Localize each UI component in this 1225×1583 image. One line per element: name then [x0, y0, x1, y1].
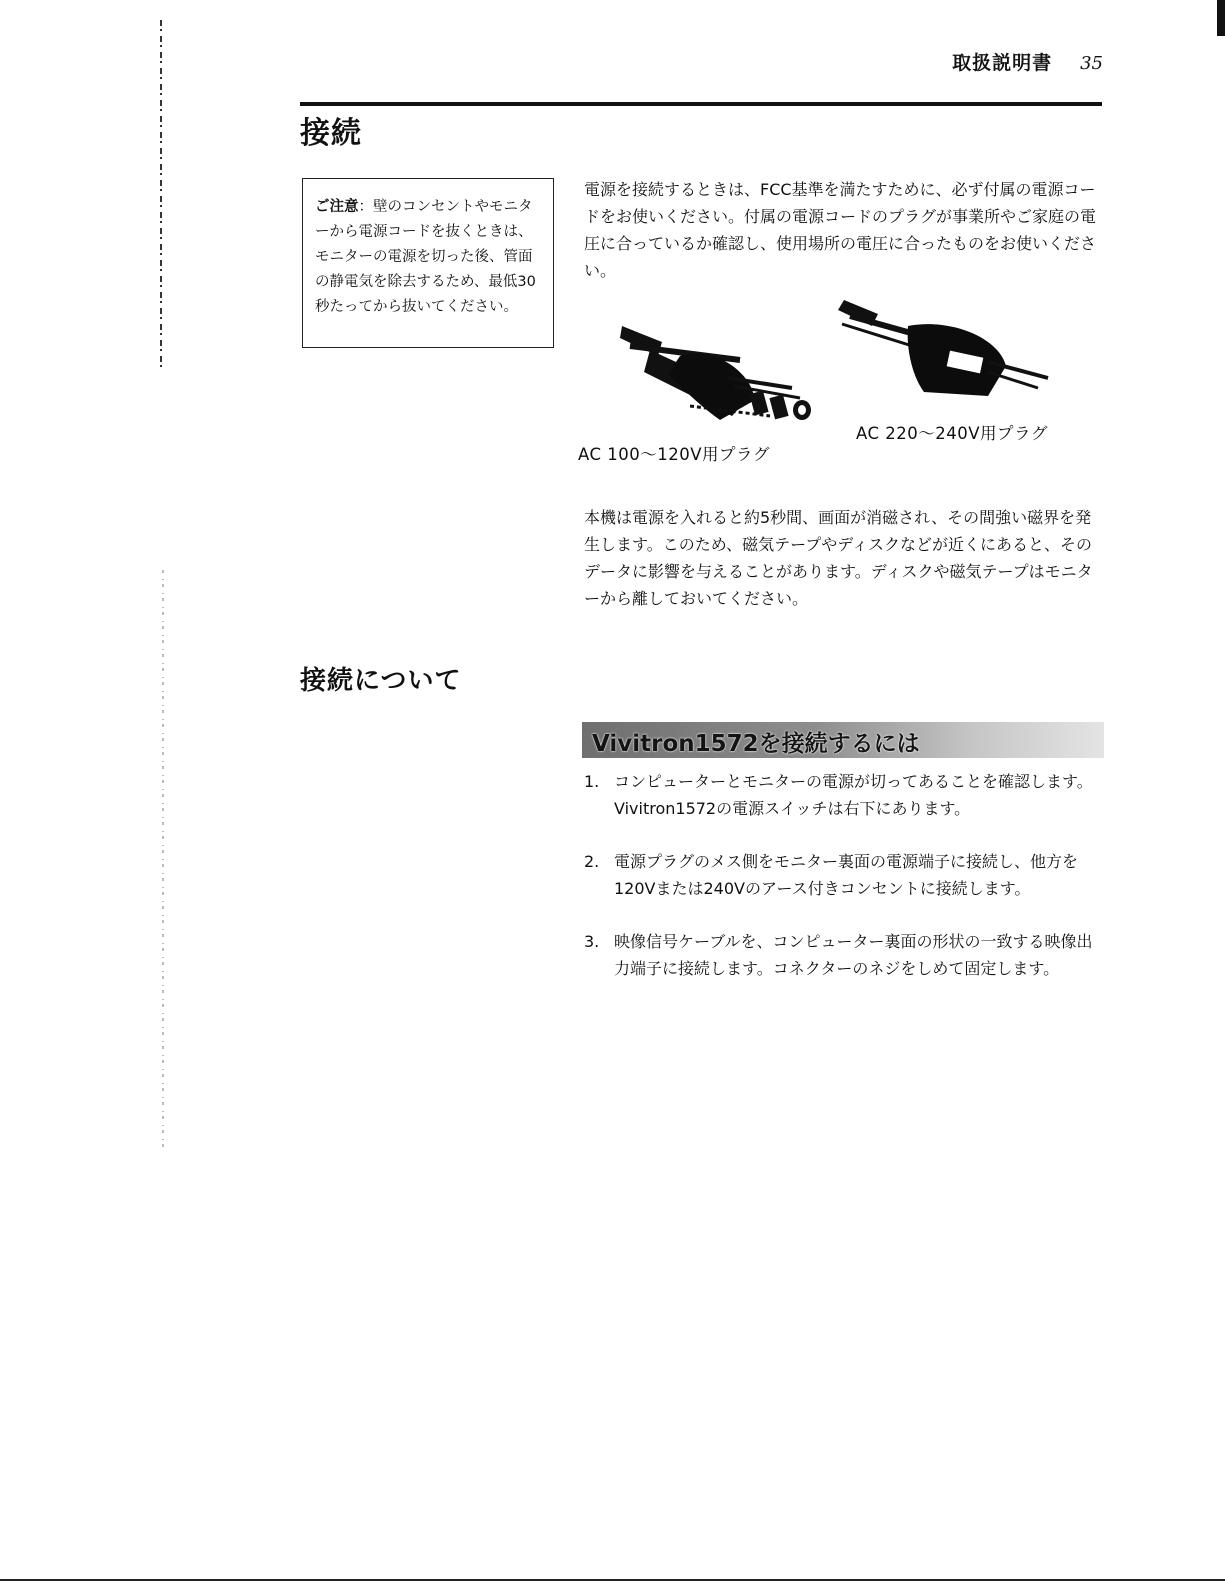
section-rule	[300, 102, 1102, 106]
ac-220-240v-plug-illustration	[838, 296, 1053, 406]
step-number: 1.	[584, 772, 600, 791]
caution-note	[302, 178, 554, 348]
right-plug-caption: AC 220〜240V用プラグ	[856, 424, 1049, 443]
caution-label: ご注意	[315, 199, 359, 215]
step-text: 映像信号ケーブルを、コンピューター裏面の形状の一致する映像出力端子に接続します。コネクターのネジをしめて固定します。	[614, 932, 1093, 978]
section-title: 接続	[300, 116, 362, 151]
manual-title: 取扱説明書	[952, 52, 1053, 74]
step-item	[584, 928, 1104, 982]
connect-banner	[582, 722, 1104, 758]
left-plug-caption: AC 100〜120V用プラグ	[578, 445, 771, 464]
power-cord-paragraph: 電源を接続するときは、FCC基準を満たすために、必ず付属の電源コードをお使いください。付属の電源コードのプラグが事業所やご家庭の電圧に合っているか確認し、使用場所の電圧に合ったものをお使いください。	[584, 180, 1097, 280]
connection-subsection-title: 接続について	[300, 666, 462, 696]
scan-edge-artifact	[160, 10, 166, 1160]
step-number: 3.	[584, 932, 600, 951]
step-item	[584, 848, 1104, 902]
caution-text: ：壁のコンセントやモニターから電源コードを抜くときは、モニターの電源を切った後、管面の静電気を除去するため、最低30秒たってから抜いてください。	[315, 199, 536, 315]
connection-steps	[584, 768, 1104, 1008]
degauss-paragraph: 本機は電源を入れると約5秒間、画面が消磁され、その間強い磁界を発生します。このため、磁気テープやディスクなどが近くにあると、そのデータに影響を与えることがあります。ディスクや磁気テープはモニターから離しておいてください。	[584, 508, 1093, 608]
connect-banner-title: Vivitron1572を接続するには	[592, 731, 920, 757]
step-text: コンピューターとモニターの電源が切ってあることを確認します。Vivitron1572の電源スイッチは右下にあります。	[614, 772, 1093, 818]
scan-corner-mark	[1217, 0, 1225, 36]
step-number: 2.	[584, 852, 600, 871]
step-text: 電源プラグのメス側をモニター裏面の電源端子に接続し、他方を120Vまたは240Vのアース付きコンセントに接続します。	[614, 852, 1079, 898]
ac-100-120v-plug-illustration	[620, 316, 820, 434]
step-item	[584, 768, 1104, 822]
page-number: 35	[1080, 53, 1103, 74]
running-header	[952, 48, 1103, 75]
scan-bottom-line	[0, 1579, 1225, 1581]
